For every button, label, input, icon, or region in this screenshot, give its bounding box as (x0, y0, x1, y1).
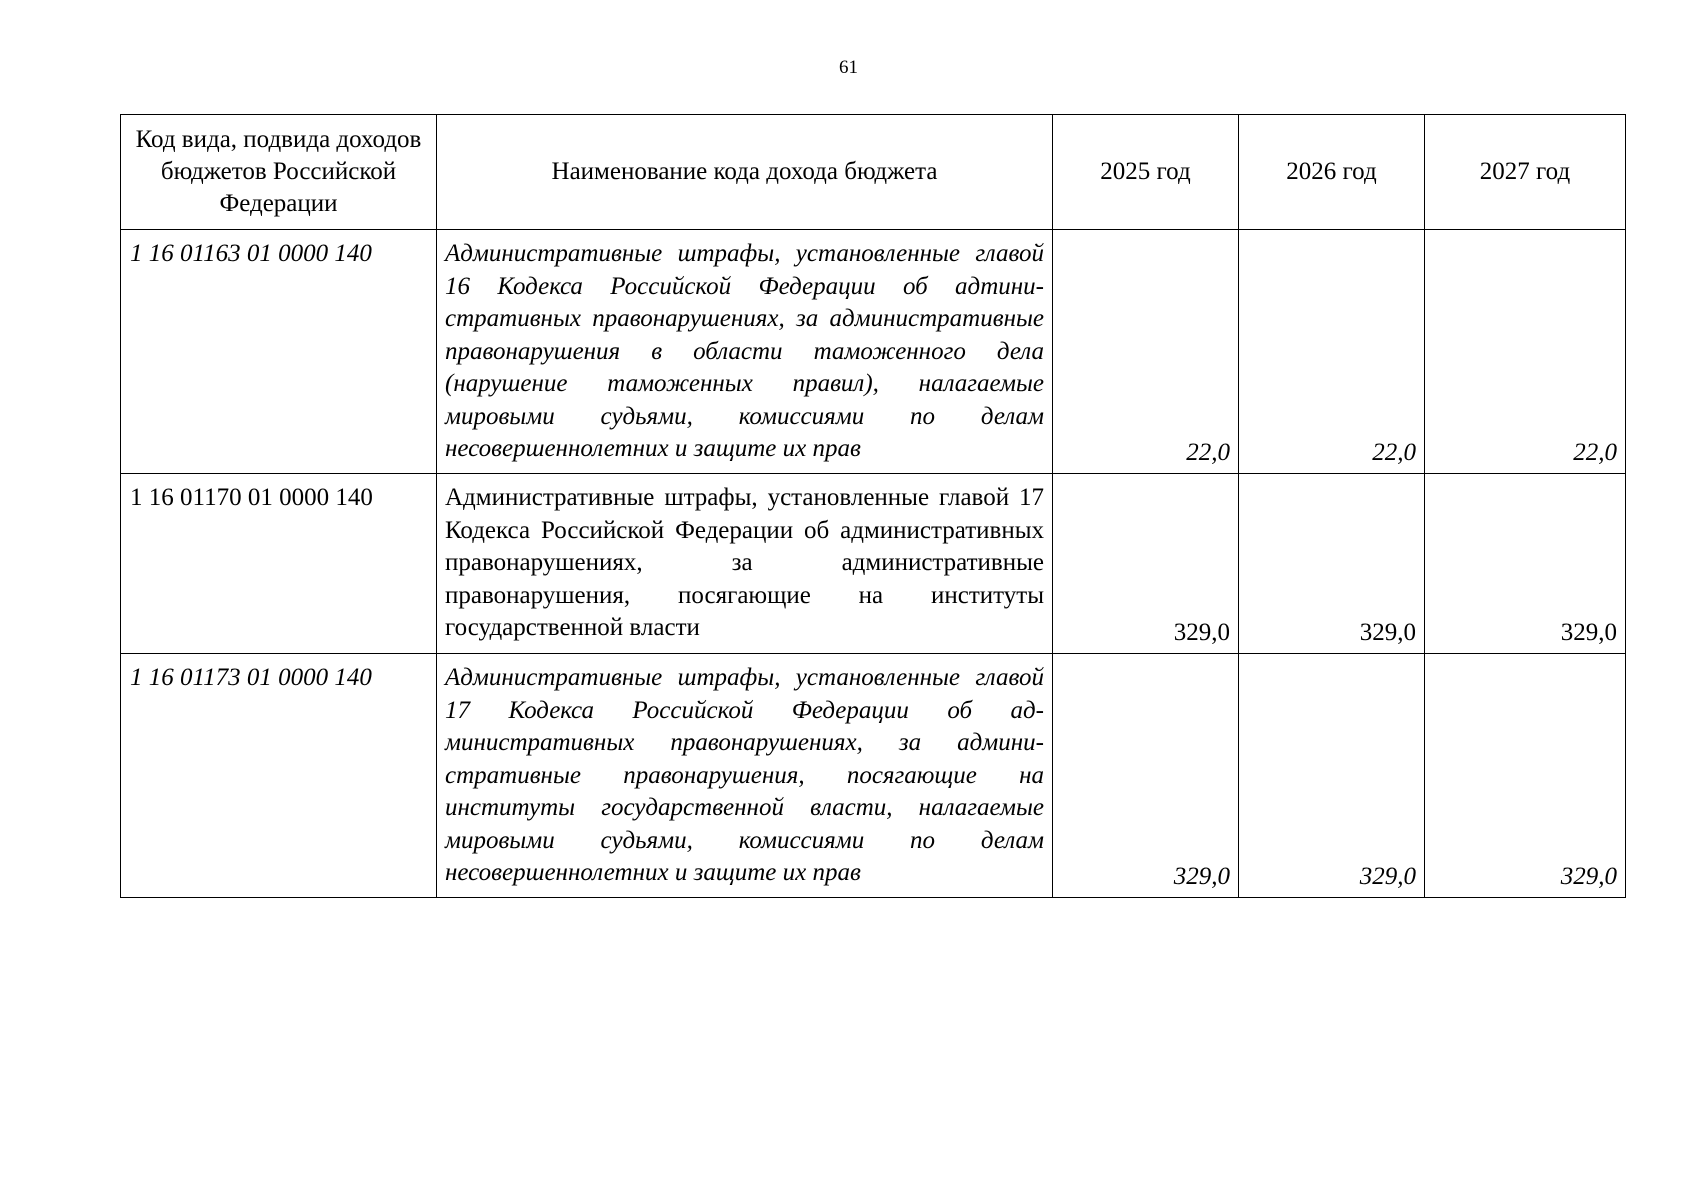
header-code: Код вида, подвида доходов бюджетов Российской Федерации (121, 115, 437, 230)
table-body (121, 230, 1626, 898)
revenue-name-cell: Административные штрафы, установленные главой 16 Кодекса Российской Федерации об адmинистративных правонарушениях, за административные правонарушения в области таможенного дела (нарушение таможенных правил), налагаемые мировыми судьями, комиссиями по делам несовершеннолетних и защите их прав (437, 230, 1053, 474)
header-name: Наименование кода дохода бюджета (437, 115, 1053, 230)
revenue-code-cell: 1 16 01170 01 0000 140 (121, 474, 437, 654)
value-2026-cell: 329,0 (1239, 654, 1425, 898)
revenue-code-cell: 1 16 01163 01 0000 140 (121, 230, 437, 474)
header-row (121, 115, 1626, 230)
table-row (121, 230, 1626, 474)
value-2025-cell: 329,0 (1053, 474, 1239, 654)
value-2027-cell: 329,0 (1425, 474, 1626, 654)
table-header (121, 115, 1626, 230)
value-2025-cell: 22,0 (1053, 230, 1239, 474)
value-2025-cell: 329,0 (1053, 654, 1239, 898)
table-row (121, 654, 1626, 898)
revenue-name-cell: Административные штрафы, установленные главой 17 Кодекса Российской Федерации об административных правонарушениях, за административные правонарушения, посягающие на институты государственной власти, налагаемые мировыми судьями, комиссиями по делам несовершеннолетних и защите их прав (437, 654, 1053, 898)
header-year-2026: 2026 год (1239, 115, 1425, 230)
value-2026-cell: 22,0 (1239, 230, 1425, 474)
page-number: 61 (839, 57, 858, 78)
value-2027-cell: 22,0 (1425, 230, 1626, 474)
budget-revenue-table (120, 114, 1626, 898)
header-year-2025: 2025 год (1053, 115, 1239, 230)
revenue-code-cell: 1 16 01173 01 0000 140 (121, 654, 437, 898)
header-year-2027: 2027 год (1425, 115, 1626, 230)
value-2026-cell: 329,0 (1239, 474, 1425, 654)
revenue-name-cell: Административные штрафы, установленные главой 17 Кодекса Российской Федерации об административных правонарушениях, за административные правонарушения, посягающие на институты государственной власти (437, 474, 1053, 654)
table-row (121, 474, 1626, 654)
value-2027-cell: 329,0 (1425, 654, 1626, 898)
